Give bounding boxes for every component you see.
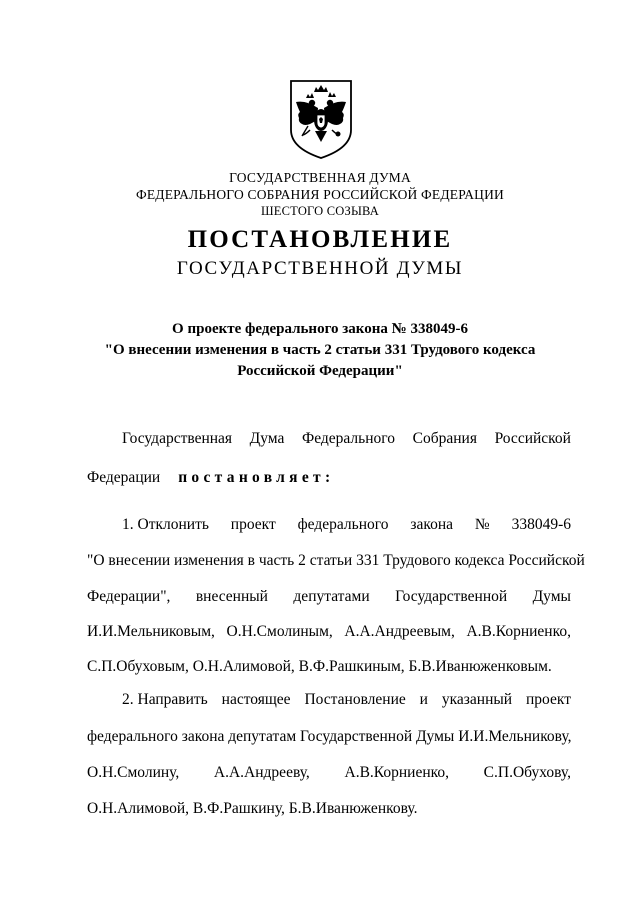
item1-word: А.В.Корниенко, (466, 623, 571, 640)
header-duma: ГОСУДАРСТВЕННАЯ ДУМА (229, 170, 411, 185)
document-subtitle: ГОСУДАРСТВЕННОЙ ДУМЫ (176, 258, 464, 279)
preamble-word: Собрания (412, 430, 477, 447)
item1-line-4 (87, 622, 571, 642)
item1-line-5: С.П.Обуховым, О.Н.Алимовой, В.Ф.Рашкиным, Б.В.Иванюженковым. (87, 658, 552, 675)
item1-word: внесенный (195, 588, 268, 605)
preamble-word: Дума (249, 430, 285, 447)
header-convocation: ШЕСТОГО СОЗЫВА (260, 204, 380, 218)
item1-word: Федерации", (87, 588, 171, 605)
law-title-line-2: "О внесении изменения в часть 2 статьи 331 Трудового кодекса (104, 342, 536, 358)
item2-line-1 (122, 690, 571, 710)
preamble-line-2 (87, 468, 571, 488)
item1-word: О.Н.Смолиным, (226, 623, 333, 640)
item1-line-1 (122, 515, 571, 535)
item1-word: федерального (297, 516, 389, 533)
item1-line-3 (87, 587, 571, 607)
preamble-line-1 (122, 429, 571, 449)
item1-word: депутатами (293, 588, 370, 605)
item1-word: 1. Отклонить (122, 516, 209, 533)
item2-word: и (419, 691, 428, 708)
law-title-line-1: О проекте федерального закона № 338049-6 (172, 321, 468, 337)
item1-word: И.И.Мельниковым, (87, 623, 215, 640)
item1-line-2: "О внесении изменения в часть 2 статьи 331 Трудового кодекса Российской (87, 552, 585, 569)
item1-word: Думы (532, 588, 571, 605)
coat-of-arms-icon (288, 78, 354, 160)
item2-line-4: О.Н.Алимовой, В.Ф.Рашкину, Б.В.Иванюженкову. (87, 800, 418, 817)
item2-word: С.П.Обухову, (483, 764, 571, 781)
item1-word: закона (410, 516, 454, 533)
preamble-word: Федерации (87, 469, 161, 486)
item1-word: Государственной (395, 588, 508, 605)
item1-word: проект (230, 516, 276, 533)
item2-word: Постановление (304, 691, 406, 708)
item1-word: А.А.Андреевым, (344, 623, 455, 640)
preamble-word: Российской (494, 430, 571, 447)
item2-word: А.В.Корниенко, (344, 764, 449, 781)
law-title-line-3: Российской Федерации" (237, 363, 403, 379)
item1-word: № (474, 516, 490, 533)
item2-word: настоящее (221, 691, 291, 708)
item2-line-3 (87, 763, 571, 783)
resolves-keyword: постановляет: (178, 469, 335, 486)
preamble-word: Федерального (301, 430, 396, 447)
item2-word: 2. Направить (122, 691, 208, 708)
item2-word: А.А.Андрееву, (213, 764, 310, 781)
item1-word: 338049-6 (511, 516, 571, 533)
header-federal-assembly: ФЕДЕРАЛЬНОГО СОБРАНИЯ РОССИЙСКОЙ ФЕДЕРАЦИИ (136, 187, 504, 202)
item2-word: О.Н.Смолину, (87, 764, 180, 781)
preamble-word: Государственная (122, 430, 233, 447)
document-title: ПОСТАНОВЛЕНИЕ (187, 226, 453, 253)
item2-word: проект (526, 691, 571, 708)
item2-word: указанный (441, 691, 513, 708)
item2-line-2: федерального закона депутатам Государственной Думы И.И.Мельникову, (87, 728, 572, 745)
